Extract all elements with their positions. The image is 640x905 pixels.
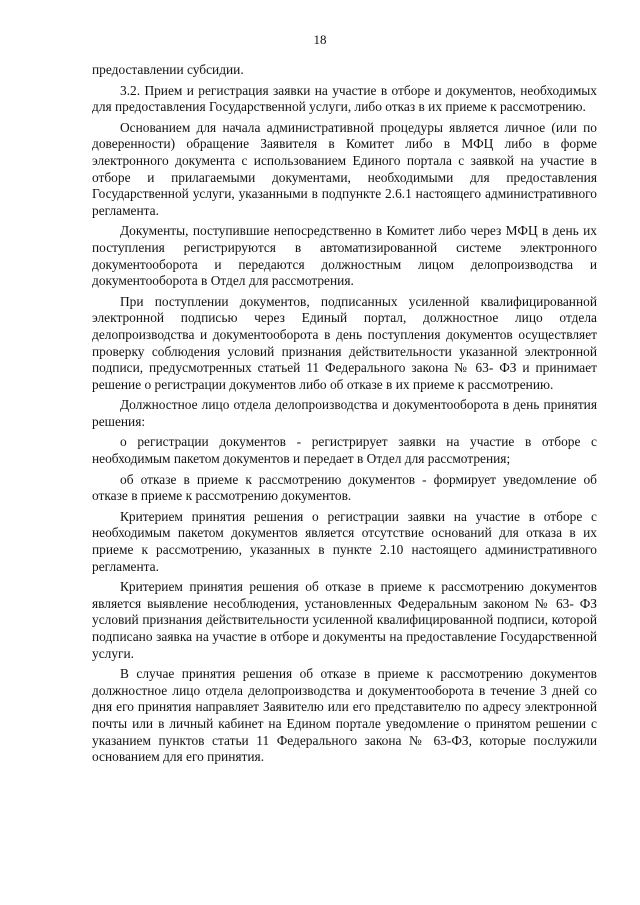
paragraph: В случае принятия решения об отказе в приеме к рассмотрению документов должностное лицо отдела делопроизводства и документооборота в течение 3 дней со дня его принятия направляет Заявителю или его представителю по адресу электронной почты или в личный кабинет на Едином портале уведомление о принятом решении с указанием пунктов статьи 11 Федерального закона № 63-ФЗ, которые послужили основанием для его принятия. [92, 666, 597, 765]
paragraph-list-item: об отказе в приеме к рассмотрению документов - формирует уведомление об отказе в приеме к рассмотрению документов. [92, 471, 597, 504]
paragraph: Критерием принятия решения о регистрации заявки на участие в отборе с необходимым пакетом документов является отсутствие оснований для отказа в их приеме к рассмотрению, указанных в пункте 2.10 настоящего административного регламента. [92, 508, 597, 574]
paragraph: При поступлении документов, подписанных усиленной квалифицированной электронной подписью через Единый портал, должностное лицо отдела делопроизводства и документооборота в день поступления документов осуществляет проверку соблюдения условий признания действительности указанной электронной подписи, предусмотренных статьей 11 Федерального закона № 63- ФЗ и принимает решение о регистрации документов либо об отказе в их приеме к рассмотрению. [92, 293, 597, 392]
paragraph: Критерием принятия решения об отказе в приеме к рассмотрению документов является выявление несоблюдения, установленных Федеральным законом № 63- ФЗ условий признания действительности усиленной квалифицированной подписи, которой подписано заявка на участие в отборе и документы на предоставление Государственной услуги. [92, 579, 597, 661]
paragraph-section-heading: 3.2. Прием и регистрация заявки на участие в отборе и документов, необходимых для предоставления Государственной услуги, либо отказ в их приеме к рассмотрению. [92, 82, 597, 115]
paragraph: Документы, поступившие непосредственно в Комитет либо через МФЦ в день их поступления регистрируются в автоматизированной системе электронного документооборота и передаются должностным лицом делопроизводства и документооборота в Отдел для рассмотрения. [92, 223, 597, 289]
paragraph: Основанием для начала административной процедуры является личное (или по доверенности) обращение Заявителя в Комитет либо в МФЦ либо в форме электронного документа с использованием Единого портала с заявкой на участие в отборе и прилагаемыми документами, необходимыми для предоставления Государственной услуги, указанными в подпункте 2.6.1 настоящего административного регламента. [92, 119, 597, 218]
paragraph-continuation: предоставлении субсидии. [92, 62, 244, 77]
paragraph-list-item: о регистрации документов - регистрирует заявки на участие в отборе с необходимым пакетом документов и передает в Отдел для рассмотрения; [92, 434, 597, 467]
paragraph: Должностное лицо отдела делопроизводства и документооборота в день принятия решения: [92, 397, 597, 429]
document-body [92, 62, 597, 766]
page-number: 18 [313, 32, 327, 47]
